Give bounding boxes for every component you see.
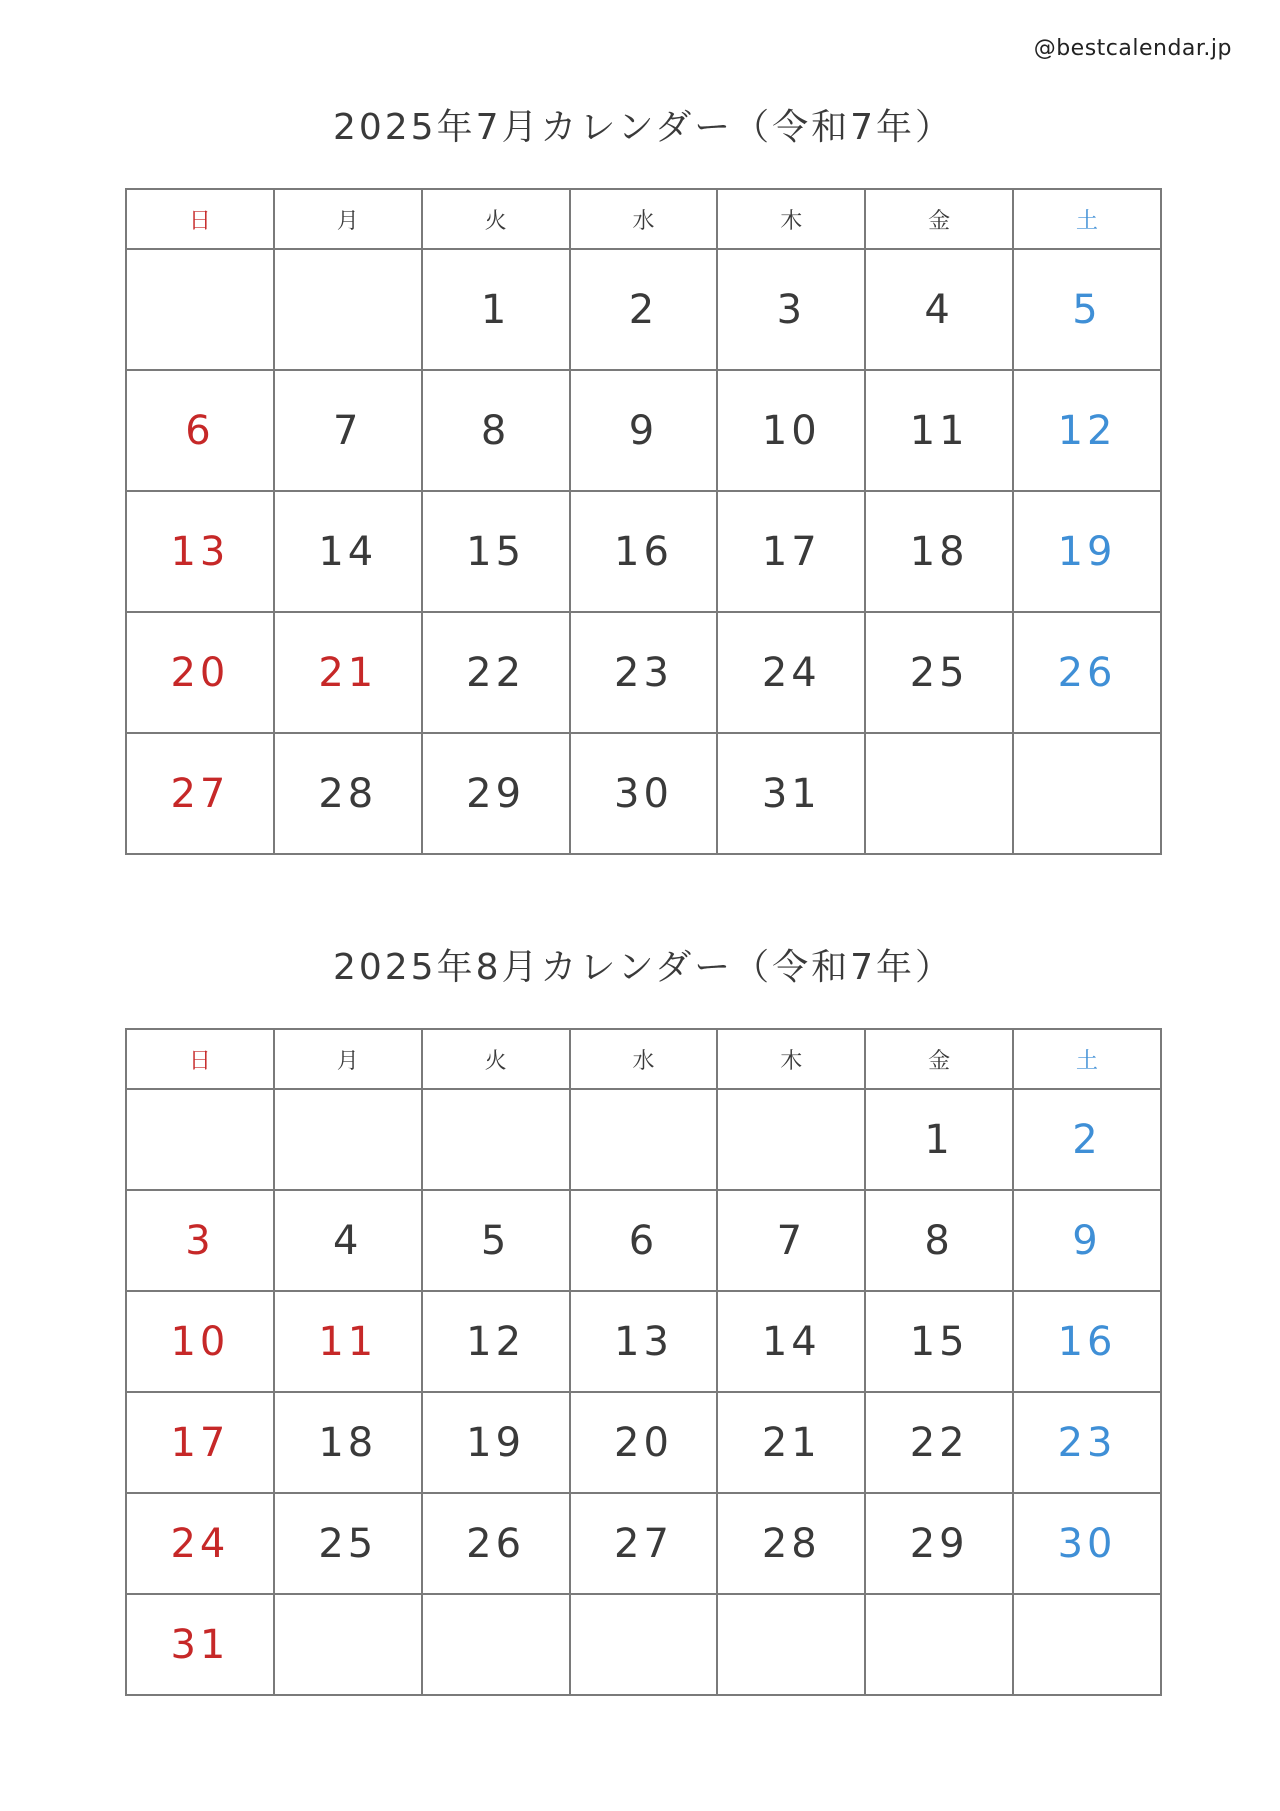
day-cell [274, 1190, 422, 1291]
month-title: 2025年8月カレンダー（令和7年） [332, 947, 955, 988]
empty-day-cell [274, 249, 422, 370]
day-number: 22 [466, 649, 526, 696]
week-row [126, 612, 1161, 733]
day-cell [717, 491, 865, 612]
day-cell [274, 1392, 422, 1493]
day-number: 30 [1057, 1520, 1117, 1567]
weekday-fri: 金 [865, 189, 1013, 249]
day-cell [717, 1291, 865, 1392]
day-cell [422, 733, 570, 854]
day-cell [865, 1493, 1013, 1594]
day-cell [1013, 1089, 1161, 1190]
day-cell [717, 370, 865, 491]
day-number: 13 [170, 528, 230, 575]
empty-day-cell [126, 249, 274, 370]
day-cell [717, 612, 865, 733]
day-cell [570, 1291, 718, 1392]
day-cell [126, 1291, 274, 1392]
day-number: 6 [185, 407, 215, 454]
day-cell [865, 249, 1013, 370]
day-cell [570, 612, 718, 733]
day-number: 25 [318, 1520, 378, 1567]
empty-day-cell [570, 1089, 718, 1190]
day-cell [422, 1190, 570, 1291]
empty-day-cell [717, 1594, 865, 1695]
weekday-wed: 水 [570, 1029, 718, 1089]
day-number: 8 [924, 1217, 954, 1264]
day-number: 11 [909, 407, 969, 454]
day-number: 16 [614, 528, 673, 575]
week-row [126, 1594, 1161, 1695]
empty-day-cell [274, 1594, 422, 1695]
weekday-sun: 日 [126, 1029, 274, 1089]
day-cell [865, 491, 1013, 612]
day-number: 23 [1057, 1419, 1117, 1466]
calendar-grid [125, 1028, 1162, 1696]
week-row [126, 491, 1161, 612]
day-number: 21 [761, 1419, 821, 1466]
day-number: 25 [909, 649, 969, 696]
week-row [126, 370, 1161, 491]
day-number: 12 [1057, 407, 1117, 454]
day-cell [717, 249, 865, 370]
day-cell [126, 1493, 274, 1594]
day-number: 20 [170, 649, 230, 696]
day-number: 18 [909, 528, 969, 575]
day-cell [126, 1392, 274, 1493]
weekday-wed: 水 [570, 189, 718, 249]
day-cell [1013, 249, 1161, 370]
day-number: 4 [924, 286, 954, 333]
day-number: 14 [761, 1318, 821, 1365]
day-number: 7 [776, 1217, 807, 1264]
day-number: 17 [170, 1419, 230, 1466]
day-number: 13 [614, 1318, 673, 1365]
weekday-header-row [126, 1029, 1161, 1089]
day-cell [1013, 1392, 1161, 1493]
day-number: 21 [318, 649, 378, 696]
weekday-sat: 土 [1013, 189, 1161, 249]
day-cell [126, 1190, 274, 1291]
day-cell [422, 612, 570, 733]
day-number: 15 [466, 528, 526, 575]
weekday-header-row [126, 189, 1161, 249]
day-number: 5 [480, 1217, 511, 1264]
day-cell [570, 1190, 718, 1291]
weekday-mon: 月 [274, 189, 422, 249]
day-cell [126, 491, 274, 612]
week-row [126, 1190, 1161, 1291]
site-credit: @bestcalendar.jp [1033, 36, 1232, 61]
day-number: 18 [318, 1419, 378, 1466]
day-cell [865, 612, 1013, 733]
weeks-body [126, 1089, 1161, 1695]
empty-day-cell [865, 1594, 1013, 1695]
week-row [126, 1493, 1161, 1594]
day-cell [1013, 612, 1161, 733]
day-cell [865, 1089, 1013, 1190]
day-cell [274, 1291, 422, 1392]
empty-day-cell [274, 1089, 422, 1190]
day-number: 12 [466, 1318, 526, 1365]
day-number: 29 [909, 1520, 969, 1567]
day-cell [717, 733, 865, 854]
day-cell [570, 370, 718, 491]
weekday-fri: 金 [865, 1029, 1013, 1089]
day-number: 26 [466, 1520, 526, 1567]
day-cell [422, 370, 570, 491]
day-number: 15 [909, 1318, 969, 1365]
day-cell [126, 370, 274, 491]
week-row [126, 1392, 1161, 1493]
day-number: 29 [466, 770, 526, 817]
day-cell [274, 491, 422, 612]
weekday-thu: 木 [717, 1029, 865, 1089]
day-number: 17 [761, 528, 821, 575]
day-number: 19 [1057, 528, 1117, 575]
day-cell [570, 733, 718, 854]
day-number: 10 [761, 407, 821, 454]
day-cell [422, 1493, 570, 1594]
weekday-thu: 木 [717, 189, 865, 249]
weeks-body [126, 249, 1161, 854]
day-cell [1013, 1291, 1161, 1392]
day-cell [570, 491, 718, 612]
weekday-tue: 火 [422, 1029, 570, 1089]
day-number: 1 [924, 1116, 954, 1163]
day-number: 9 [628, 407, 659, 454]
weekday-sun: 日 [126, 189, 274, 249]
day-cell [717, 1392, 865, 1493]
day-number: 26 [1057, 649, 1117, 696]
day-number: 2 [1072, 1116, 1102, 1163]
empty-day-cell [865, 733, 1013, 854]
day-cell [1013, 1493, 1161, 1594]
day-number: 27 [614, 1520, 673, 1567]
day-cell [1013, 491, 1161, 612]
day-number: 30 [614, 770, 673, 817]
week-row [126, 249, 1161, 370]
empty-day-cell [570, 1594, 718, 1695]
day-cell [865, 1190, 1013, 1291]
day-cell [274, 733, 422, 854]
day-cell [274, 612, 422, 733]
day-cell [422, 1291, 570, 1392]
empty-day-cell [1013, 1594, 1161, 1695]
day-number: 3 [185, 1217, 215, 1264]
day-number: 8 [480, 407, 511, 454]
week-row [126, 1089, 1161, 1190]
day-cell [717, 1190, 865, 1291]
day-number: 24 [170, 1520, 230, 1567]
day-number: 31 [761, 770, 821, 817]
day-number: 2 [628, 286, 659, 333]
day-cell [865, 1392, 1013, 1493]
week-row [126, 1291, 1161, 1392]
day-number: 1 [480, 286, 511, 333]
day-number: 23 [614, 649, 673, 696]
day-cell [570, 1392, 718, 1493]
week-row [126, 733, 1161, 854]
empty-day-cell [422, 1089, 570, 1190]
day-number: 10 [170, 1318, 230, 1365]
month-title: 2025年7月カレンダー（令和7年） [332, 107, 955, 148]
day-cell [422, 491, 570, 612]
day-cell [126, 733, 274, 854]
day-cell [274, 370, 422, 491]
day-number: 6 [628, 1217, 659, 1264]
empty-day-cell [1013, 733, 1161, 854]
day-number: 9 [1072, 1217, 1102, 1264]
calendar-grid [125, 188, 1162, 855]
weekday-mon: 月 [274, 1029, 422, 1089]
day-cell [865, 1291, 1013, 1392]
month-calendar-august [125, 940, 1162, 1696]
day-cell [126, 612, 274, 733]
day-number: 28 [318, 770, 378, 817]
day-number: 14 [318, 528, 378, 575]
weekday-sat: 土 [1013, 1029, 1161, 1089]
day-cell [126, 1594, 274, 1695]
day-number: 24 [761, 649, 821, 696]
weekday-tue: 火 [422, 189, 570, 249]
empty-day-cell [422, 1594, 570, 1695]
day-number: 3 [776, 286, 807, 333]
day-number: 11 [318, 1318, 378, 1365]
day-number: 27 [170, 770, 230, 817]
empty-day-cell [717, 1089, 865, 1190]
day-cell [1013, 1190, 1161, 1291]
month-calendar-july [125, 100, 1162, 855]
day-cell [422, 249, 570, 370]
day-cell [274, 1493, 422, 1594]
empty-day-cell [126, 1089, 274, 1190]
day-cell [717, 1493, 865, 1594]
day-number: 31 [170, 1621, 230, 1668]
day-number: 28 [761, 1520, 821, 1567]
day-number: 19 [466, 1419, 526, 1466]
day-number: 4 [333, 1217, 363, 1264]
day-cell [865, 370, 1013, 491]
day-number: 7 [333, 407, 363, 454]
day-number: 20 [614, 1419, 673, 1466]
day-cell [570, 1493, 718, 1594]
day-number: 5 [1072, 286, 1102, 333]
day-cell [570, 249, 718, 370]
day-number: 22 [909, 1419, 969, 1466]
day-cell [422, 1392, 570, 1493]
day-cell [1013, 370, 1161, 491]
day-number: 16 [1057, 1318, 1117, 1365]
